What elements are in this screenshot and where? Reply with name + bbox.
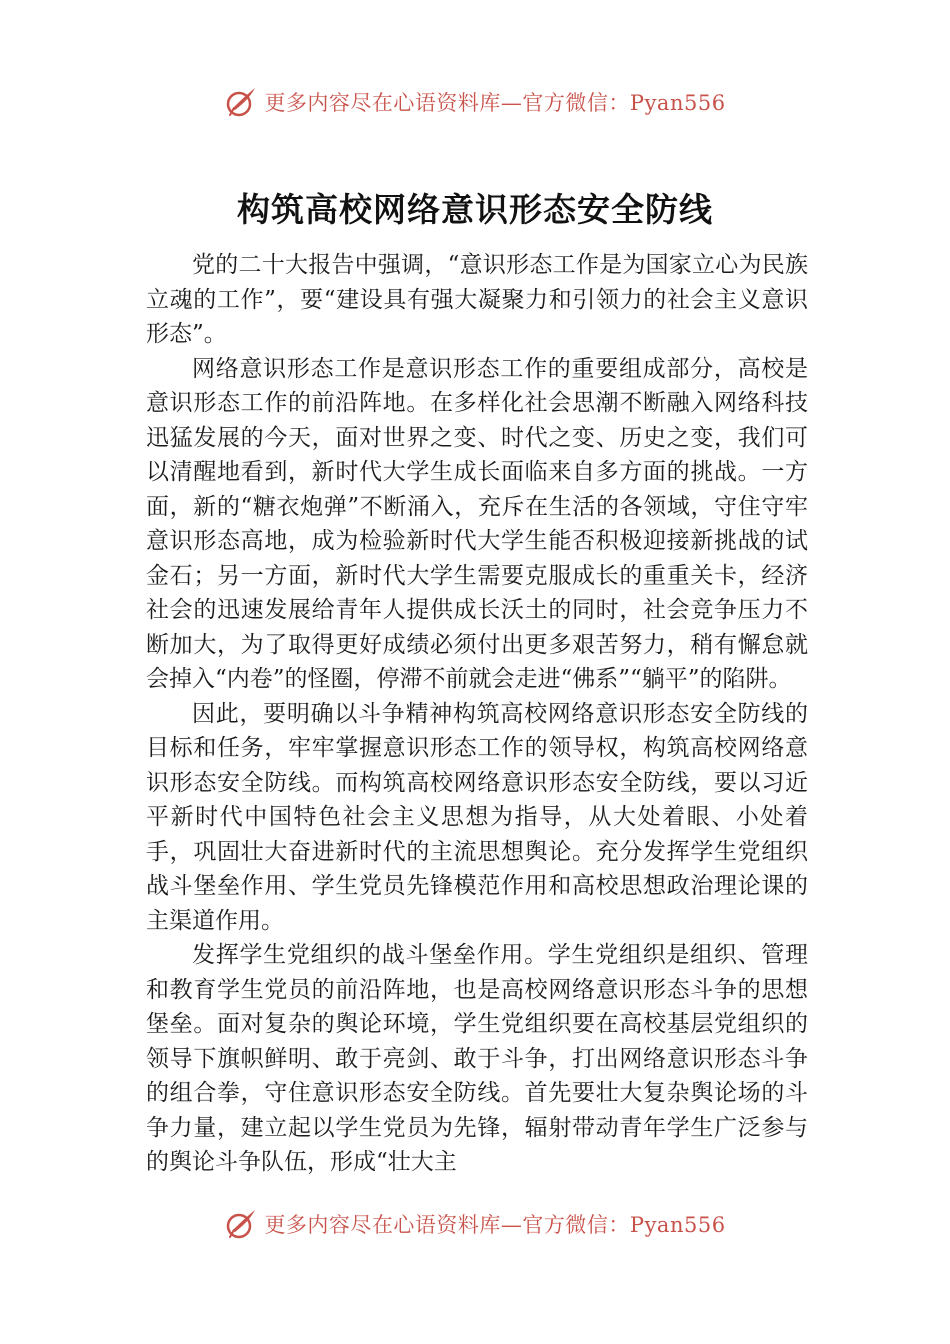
paragraph: 党的二十大报告中强调，“意识形态工作是为国家立心为民族立魂的工作”，要“建设具有强大凝聚力和引领力的社会主义意识形态”。 bbox=[146, 252, 808, 347]
document-title: 构筑高校网络意识形态安全防线 bbox=[237, 190, 713, 229]
footer-banner bbox=[0, 1204, 950, 1244]
paragraph: 发挥学生党组织的战斗堡垒作用。学生党组织是组织、管理和教育学生党员的前沿阵地，也是高校网络意识形态斗争的思想堡垒。面对复杂的舆论环境，学生党组织要在高校基层党组织的领导下旗帜鲜明、敢于亮剑、敢于斗争，打出网络意识形态斗争的组合拳，守住意识形态安全防线。首先要壮大复杂舆论场的斗争力量，建立起以学生党员为先锋，辐射带动青年学生广泛参与的舆论斗争队伍，形成“壮大主 bbox=[146, 942, 808, 1175]
header-banner-text: 更多内容尽在心语资料库—官方微信：Pyan556 bbox=[264, 91, 726, 115]
quill-pen-logo-icon bbox=[224, 1207, 258, 1241]
paragraph: 因此，要明确以斗争精神构筑高校网络意识形态安全防线的目标和任务，牢牢掌握意识形态工作的领导权，构筑高校网络意识形态安全防线。而构筑高校网络意识形态安全防线，要以习近平新时代中国特色社会主义思想为指导，从大处着眼、小处着手，巩固壮大奋进新时代的主流思想舆论。充分发挥学生党组织战斗堡垒作用、学生党员先锋模范作用和高校思想政治理论课的主渠道作用。 bbox=[146, 700, 808, 934]
footer-banner-text: 更多内容尽在心语资料库—官方微信：Pyan556 bbox=[264, 1213, 726, 1237]
quill-pen-logo-icon bbox=[224, 85, 258, 119]
paragraph: 网络意识形态工作是意识形态工作的重要组成部分，高校是意识形态工作的前沿阵地。在多样化社会思潮不断融入网络科技迅猛发展的今天，面对世界之变、时代之变、历史之变，我们可以清醒地看到，新时代大学生成长面临来自多方面的挑战。一方面，新的“糖衣炮弹”不断涌入，充斥在生活的各领域，守住守牢意识形态高地，成为检验新时代大学生能否积极迎接新挑战的试金石；另一方面，新时代大学生需要克服成长的重重关卡，经济社会的迅速发展给青年人提供成长沃土的同时，社会竞争压力不断加大，为了取得更好成绩必须付出更多艰苦努力，稍有懈怠就会掉入“内卷”的怪圈，停滞不前就会走进“佛系”“躺平”的陷阱。 bbox=[146, 355, 808, 692]
header-banner bbox=[0, 82, 950, 122]
document-body bbox=[146, 248, 808, 1180]
